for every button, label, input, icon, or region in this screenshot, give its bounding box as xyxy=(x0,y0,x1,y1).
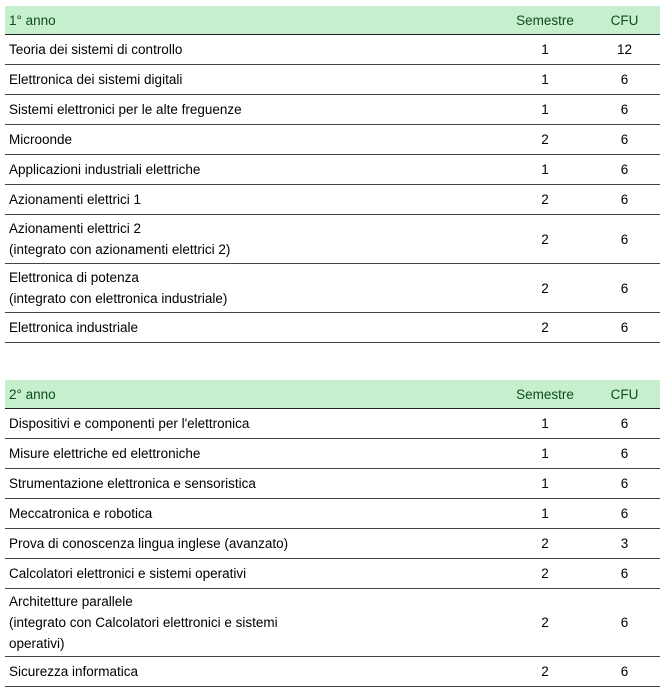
cfu-value: 6 xyxy=(589,469,660,499)
cfu-value: 6 xyxy=(589,95,660,125)
semester-value: 2 xyxy=(501,264,589,313)
course-name: Calcolatori elettronici e sistemi operativi xyxy=(5,559,501,589)
cfu-value: 6 xyxy=(589,313,660,343)
cfu-value: 6 xyxy=(589,185,660,215)
table-row xyxy=(5,657,660,687)
course-name: Sicurezza informatica xyxy=(5,657,501,687)
cfu-value: 6 xyxy=(589,264,660,313)
table-row xyxy=(5,529,660,559)
table-row xyxy=(5,95,660,125)
semester-value: 2 xyxy=(501,125,589,155)
cfu-value: 6 xyxy=(589,409,660,439)
course-name: Sistemi elettronici per le alte freguenze xyxy=(5,95,501,125)
table-row xyxy=(5,185,660,215)
cfu-value: 6 xyxy=(589,499,660,529)
header-row xyxy=(5,380,660,409)
semester-value: 2 xyxy=(501,559,589,589)
first-year-table xyxy=(5,6,660,343)
course-note: (integrato con azionamenti elettrici 2) xyxy=(9,242,231,257)
course-note-continued: operativi) xyxy=(9,636,65,651)
semester-value: 1 xyxy=(501,35,589,65)
semester-value: 2 xyxy=(501,313,589,343)
course-name: Microonde xyxy=(5,125,501,155)
course-name: Applicazioni industriali elettriche xyxy=(5,155,501,185)
course-name: Prova di conoscenza lingua inglese (avanzato) xyxy=(5,529,501,559)
course-name: Elettronica industriale xyxy=(5,313,501,343)
table-row xyxy=(5,264,660,313)
table-row xyxy=(5,65,660,95)
semester-value: 1 xyxy=(501,469,589,499)
course-name: Azionamenti elettrici 2 xyxy=(9,221,142,236)
cfu-value: 6 xyxy=(589,215,660,264)
cfu-header: CFU xyxy=(589,380,660,409)
course-name: Elettronica dei sistemi digitali xyxy=(5,65,501,95)
cfu-value: 6 xyxy=(589,65,660,95)
header-row xyxy=(5,6,660,35)
cfu-value: 6 xyxy=(589,657,660,687)
semester-header: Semestre xyxy=(501,380,589,409)
course-note: (integrato con elettronica industriale) xyxy=(9,291,228,306)
table-row xyxy=(5,35,660,65)
semester-value: 1 xyxy=(501,65,589,95)
semester-value: 1 xyxy=(501,499,589,529)
course-cell xyxy=(5,589,501,657)
semester-value: 2 xyxy=(501,529,589,559)
year-header: 2° anno xyxy=(5,380,501,409)
cfu-value: 6 xyxy=(589,559,660,589)
table-row xyxy=(5,125,660,155)
course-cell xyxy=(5,264,501,313)
course-name: Architetture parallele xyxy=(9,594,133,609)
semester-value: 1 xyxy=(501,95,589,125)
cfu-value: 6 xyxy=(589,589,660,657)
year-header: 1° anno xyxy=(5,6,501,35)
course-name: Meccatronica e robotica xyxy=(5,499,501,529)
course-cell xyxy=(5,215,501,264)
table-row xyxy=(5,439,660,469)
semester-value: 2 xyxy=(501,185,589,215)
table-row xyxy=(5,499,660,529)
table-row xyxy=(5,589,660,657)
cfu-value: 6 xyxy=(589,439,660,469)
table-row xyxy=(5,559,660,589)
course-name: Elettronica di potenza xyxy=(9,270,139,285)
cfu-header: CFU xyxy=(589,6,660,35)
semester-value: 2 xyxy=(501,215,589,264)
cfu-value: 12 xyxy=(589,35,660,65)
semester-value: 2 xyxy=(501,657,589,687)
course-name: Teoria dei sistemi di controllo xyxy=(5,35,501,65)
course-name: Dispositivi e componenti per l'elettronica xyxy=(5,409,501,439)
course-name: Strumentazione elettronica e sensoristica xyxy=(5,469,501,499)
table-row xyxy=(5,313,660,343)
semester-header: Semestre xyxy=(501,6,589,35)
table-row xyxy=(5,469,660,499)
second-year-table xyxy=(5,380,660,687)
course-note: (integrato con Calcolatori elettronici e sistemi xyxy=(9,615,278,630)
semester-value: 1 xyxy=(501,409,589,439)
table-row xyxy=(5,409,660,439)
table-row xyxy=(5,155,660,185)
course-name: Azionamenti elettrici 1 xyxy=(5,185,501,215)
course-name: Misure elettriche ed elettroniche xyxy=(5,439,501,469)
semester-value: 1 xyxy=(501,439,589,469)
semester-value: 1 xyxy=(501,155,589,185)
table-row xyxy=(5,215,660,264)
semester-value: 2 xyxy=(501,589,589,657)
cfu-value: 3 xyxy=(589,529,660,559)
cfu-value: 6 xyxy=(589,125,660,155)
cfu-value: 6 xyxy=(589,155,660,185)
